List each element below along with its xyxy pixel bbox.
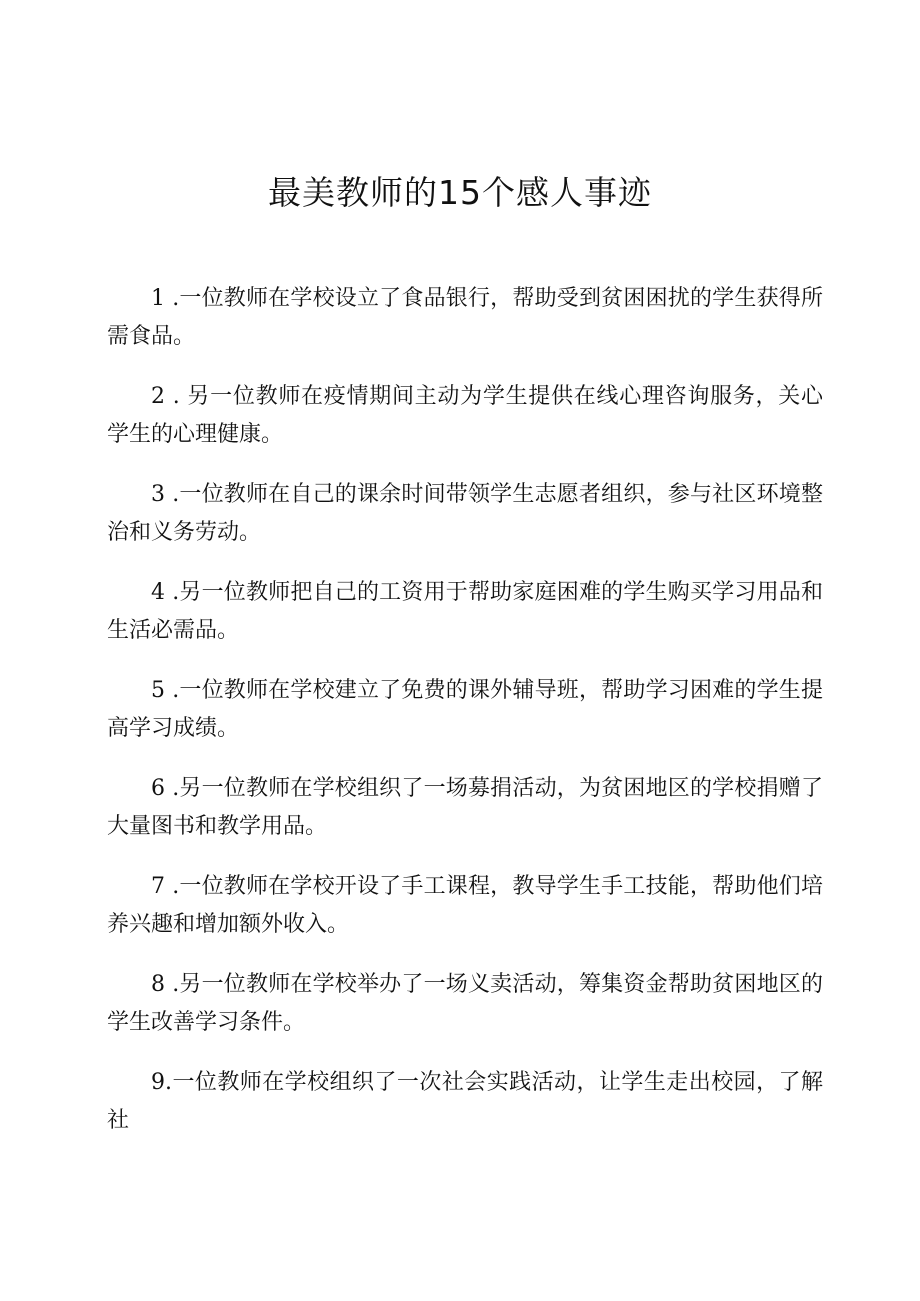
document-body — [107, 280, 823, 1162]
list-item-1: 1 .一位教师在学校设立了食品银行，帮助受到贫困困扰的学生获得所需食品。 — [107, 286, 823, 349]
list-item-7: 7 .一位教师在学校开设了手工课程，教导学生手工技能，帮助他们培养兴趣和增加额外收入。 — [107, 874, 823, 937]
list-item-5: 5 .一位教师在学校建立了免费的课外辅导班，帮助学习困难的学生提高学习成绩。 — [107, 678, 823, 741]
list-item-6: 6 .另一位教师在学校组织了一场募捐活动，为贫困地区的学校捐赠了大量图书和教学用品。 — [107, 776, 823, 839]
list-item-9: 9.一位教师在学校组织了一次社会实践活动，让学生走出校园，了解社 — [107, 1070, 823, 1133]
list-item-2: 2 . 另一位教师在疫情期间主动为学生提供在线心理咨询服务，关心学生的心理健康。 — [107, 384, 823, 447]
list-item-4: 4 .另一位教师把自己的工资用于帮助家庭困难的学生购买学习用品和生活必需品。 — [107, 580, 823, 643]
document-title: 最美教师的15个感人事迹 — [268, 173, 652, 212]
list-item-8: 8 .另一位教师在学校举办了一场义卖活动，筹集资金帮助贫困地区的学生改善学习条件。 — [107, 972, 823, 1035]
list-item-3: 3 .一位教师在自己的课余时间带领学生志愿者组织，参与社区环境整治和义务劳动。 — [107, 482, 823, 545]
